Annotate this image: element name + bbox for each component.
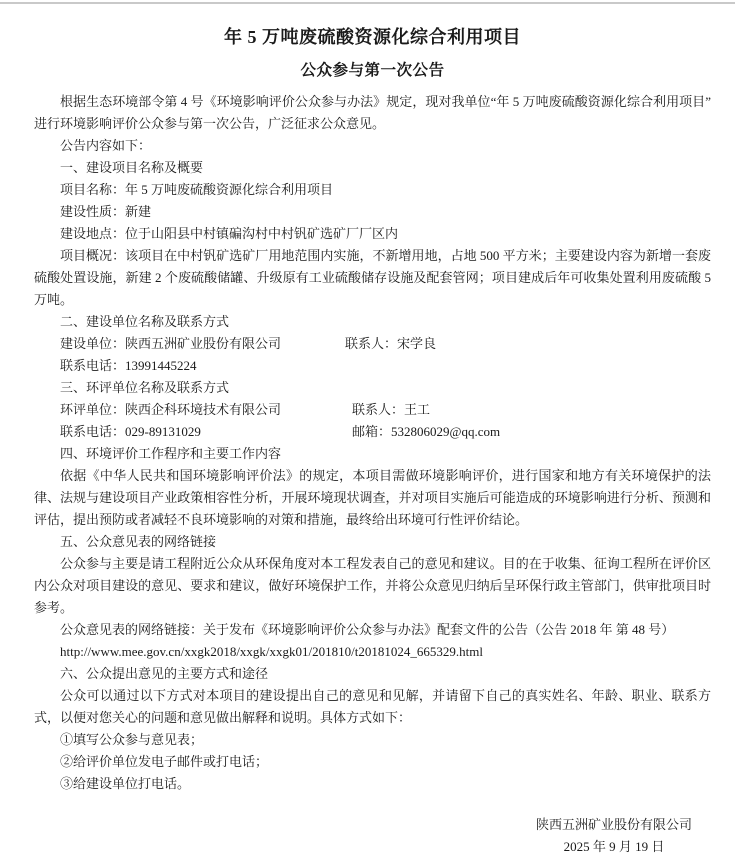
eia-procedure-paragraph: 依据《中华人民共和国环境影响评价法》的规定，本项目需做环境影响评价，进行国家和地方有关环境保护的法律、法规与建设项目产业政策相容性分析，开展环境现状调查，并对项目实施后可能造成的环境影响进行分析、预测和评估，提出预防或者减轻不良环境影响的对策和措施，最终给出环境可行性评价结论。 <box>34 468 711 527</box>
signature-date: 2025 年 9 月 19 日 <box>563 839 665 854</box>
project-name-line: 项目名称：年 5 万吨废硫酸资源化综合利用项目 <box>60 182 334 197</box>
section-3-heading: 三、环评单位名称及联系方式 <box>60 380 230 395</box>
eia-email: 邮箱：532806029@qq.com <box>352 424 501 439</box>
signature-company: 陕西五洲矿业股份有限公司 <box>535 817 692 832</box>
builder-company: 建设单位：陕西五洲矿业股份有限公司 <box>60 336 282 351</box>
builder-phone-line: 联系电话：13991445224 <box>60 358 197 373</box>
opinion-form-link-intro: 公众意见表的网络链接：关于发布《环境影响评价公众参与办法》配套文件的公告（公告 2018 年 第 48 号） <box>60 622 675 637</box>
signature-block <box>536 814 692 858</box>
intro-paragraph: 根据生态环境部令第 4 号《环境影响评价公众参与办法》规定，现对我单位“年 5 万吨废硫酸资源化综合利用项目”进行环境影响评价公众参与第一次公告，广泛征求公众意见。 <box>34 94 711 131</box>
eia-phone-row <box>34 421 711 443</box>
eia-phone: 联系电话：029-89131029 <box>60 424 201 439</box>
feedback-method-1: ①填写公众参与意见表； <box>60 732 204 747</box>
public-participation-paragraph: 公众参与主要是请工程附近公众从环保角度对本工程发表自己的意见和建议。目的在于收集、征询工程所在评价区内公众对项目建设的意见、要求和建议，做好环境保护工作，并将公众意见归纳后呈环保行政主管部门，供审批项目时参考。 <box>34 556 711 615</box>
project-overview-paragraph: 项目概况：该项目在中村钒矿选矿厂用地范围内实施，不新增用地，占地 500 平方米；主要建设内容为新增一套废硫酸处置设施，新建 2 个废硫酸储罐、升级原有工业硫酸储存设施及配套管网；项目建成后年可收集处置利用废硫酸 5 万吨。 <box>34 248 711 307</box>
section-1-heading: 一、建设项目名称及概要 <box>60 160 204 175</box>
top-divider <box>0 2 735 4</box>
feedback-method-2: ②给评价单位发电子邮件或打电话； <box>60 754 269 769</box>
project-location-line: 建设地点：位于山阳县中村镇碥沟村中村钒矿选矿厂厂区内 <box>60 226 399 241</box>
section-5-heading: 五、公众意见表的网络链接 <box>60 534 217 549</box>
section-4-heading: 四、环境评价工作程序和主要工作内容 <box>60 446 282 461</box>
feedback-methods-paragraph: 公众可以通过以下方式对本项目的建设提出自己的意见和见解，并请留下自己的真实姓名、年龄、职业、联系方式，以便对您关心的问题和意见做出解释和说明。具体方式如下： <box>34 688 711 725</box>
builder-contact-person: 联系人：宋学良 <box>345 336 437 351</box>
eia-contact-person: 联系人：王工 <box>352 402 431 417</box>
section-2-heading: 二、建设单位名称及联系方式 <box>60 314 230 329</box>
eia-company-row <box>34 399 711 421</box>
project-nature-line: 建设性质：新建 <box>60 204 152 219</box>
eia-company: 环评单位：陕西企科环境技术有限公司 <box>60 402 282 417</box>
lead-line: 公告内容如下： <box>60 138 152 153</box>
opinion-form-url: http://www.mee.gov.cn/xxgk2018/xxgk/xxgk01/201810/t20181024_665329.html <box>60 644 483 659</box>
document-subtitle: 公众参与第一次公告 <box>300 62 445 79</box>
section-6-heading: 六、公众提出意见的主要方式和途径 <box>60 666 269 681</box>
builder-company-row <box>34 333 711 355</box>
document-title: 年 5 万吨废硫酸资源化综合利用项目 <box>224 27 521 47</box>
feedback-method-3: ③给建设单位打电话。 <box>60 776 191 791</box>
